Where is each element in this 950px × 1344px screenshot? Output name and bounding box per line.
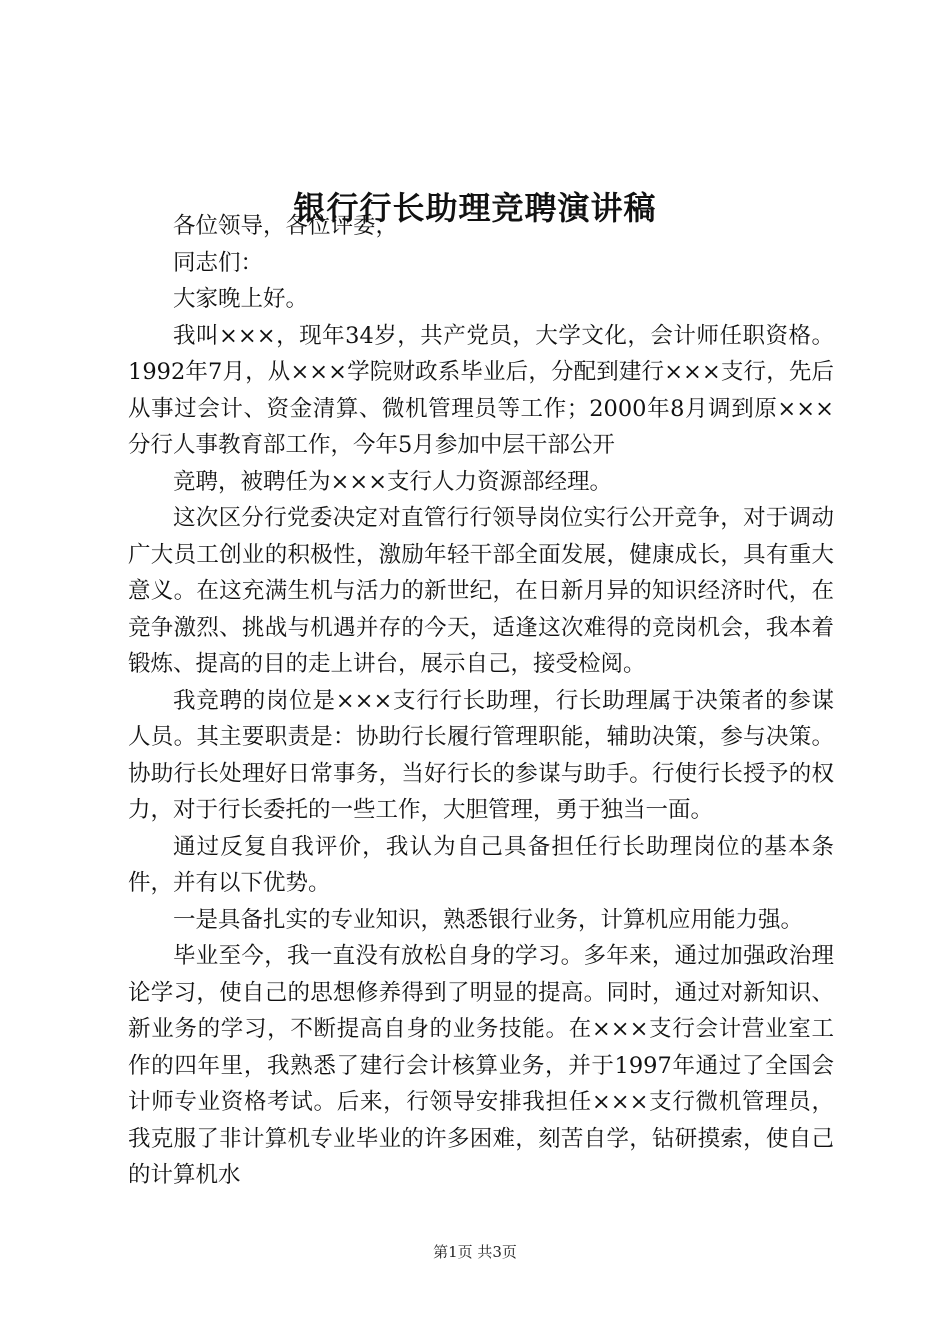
paragraph-competition-significance: 这次区分行党委决定对直管行行领导岗位实行公开竞争，对于调动广大员工创业的积极性，激励年轻干部全面发展，健康成长，具有重大意义。在这充满生机与活力的新世纪，在日新月异的知识经济时代，在竞争激烈、挑战与机遇并存的今天，适逢这次难得的竞岗机会，我本着锻炼、提高的目的走上讲台，展示自己，接受检阅。	[128, 505, 834, 677]
paragraph-advantage-1: 一是具备扎实的专业知识，熟悉银行业务，计算机应用能力强。	[173, 906, 804, 933]
paragraph-position-duties: 我竞聘的岗位是×××支行行长助理，行长助理属于决策者的参谋人员。其主要职责是：协助行长履行管理职能，辅助决策，参与决策。协助行长处理好日常事务，当好行长的参谋与助手。行使行长授予的权力，对于行长委托的一些工作，大胆管理，勇于独当一面。	[128, 687, 834, 823]
paragraph-current-position: 竞聘，被聘任为×××支行人力资源部经理。	[173, 468, 613, 495]
document-title: 银行行长助理竞聘演讲稿	[293, 189, 657, 227]
page-number-footer: 第1页 共3页	[433, 1243, 517, 1261]
paragraph-self-evaluation: 通过反复自我评价，我认为自己具备担任行长助理岗位的基本条件，并有以下优势。	[128, 833, 834, 896]
document-body	[128, 208, 834, 1194]
paragraph-salutation-2: 同志们：	[173, 249, 264, 276]
paragraph-salutation-1: 各位领导，各位评委，	[173, 213, 399, 239]
paragraph-self-introduction: 我叫×××，现年34岁，共产党员，大学文化，会计师任职资格。1992年7月，从×××学院财政系毕业后，分配到建行×××支行，先后从事过会计、资金清算、微机管理员等工作；2000年8月调到原×××分行人事教育部工作，今年5月参加中层干部公开	[128, 322, 834, 458]
paragraph-greeting: 大家晚上好。	[173, 286, 309, 312]
paragraph-study-experience: 毕业至今，我一直没有放松自身的学习。多年来，通过加强政治理论学习，使自己的思想修养得到了明显的提高。同时，通过对新知识、新业务的学习，不断提高自身的业务技能。在×××支行会计营业室工作的四年里，我熟悉了建行会计核算业务，并于1997年通过了全国会计师专业资格考试。后来，行领导安排我担任×××支行微机管理员，我克服了非计算机专业毕业的许多困难，刻苦自学，钻研摸索，使自己的计算机水	[128, 943, 834, 1188]
